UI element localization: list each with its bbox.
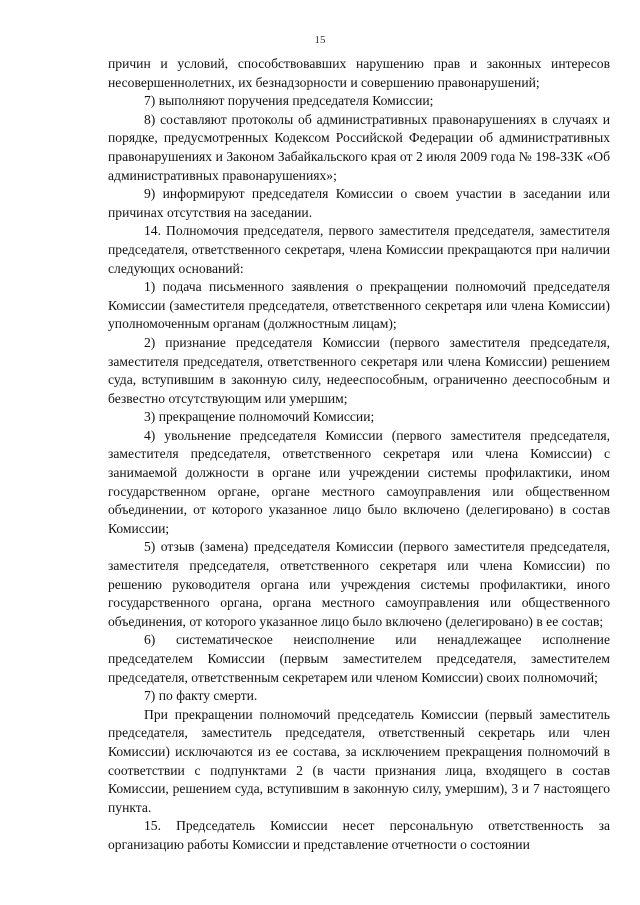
paragraph-subitem-5: 5) отзыв (замена) председателя Комиссии (первого заместителя председателя, заместителя председателя, ответственного секретаря или члена Комиссии) по решению руководителя органа или учреждения системы профилактики, иного государственного органа, органа местного самоуправления или общественного объединения, от которого указанное лицо было включено (делегировано) в ее состав; [108, 539, 610, 629]
paragraph-section-15: 15. Председатель Комиссии несет персональную ответственность за организацию работы Комиссии и представление отчетности о состоянии [108, 818, 610, 852]
paragraph-subitem-4: 4) увольнение председателя Комиссии (первого заместителя председателя, заместителя председателя, ответственного секретаря или члена Комиссии) с занимаемой должности в органе или учреждении системы профилактики, ином государственном органе, органе местного самоуправления или общественном объединении, от которого указанное лицо было включено (делегировано) в состав Комиссии; [108, 427, 610, 536]
paragraph-subitem-1: 1) подача письменного заявления о прекращении полномочий председателя Комиссии (заместителя председателя, ответственного секретаря или члена Комиссии) уполномоченным органам (должностным лицам); [108, 279, 610, 332]
paragraph-continuation: причин и условий, способствовавших нарушению прав и законных интересов несовершеннолетних, их безнадзорности и совершению правонарушений; [108, 56, 610, 90]
paragraph-termination-note: При прекращении полномочий председатель Комиссии (первый заместитель председателя, заместитель председателя, ответственный секретарь или член Комиссии) исключаются из ее состава, за исключением прекращения полномочий в соответствии с подпунктами 2 (в части признания лица, входящего в состав Комиссии, решением суда, вступившим в законную силу, умершим), 3 и 7 настоящего пункта. [108, 706, 610, 815]
paragraph-item-8: 8) составляют протоколы об административных правонарушениях в случаях и порядке, предусмотренных Кодексом Российской Федерации об административных правонарушениях и Законом Забайкальского края от 2 июля 2009 года № 198-ЗЗК «Об административных правонарушениях»; [108, 111, 610, 183]
paragraph-subitem-6: 6) систематическое неисполнение или ненадлежащее исполнение председателем Комиссии (первым заместителем председателя, заместителем председателя, ответственным секретарем или членом Комиссии) своих полномочий; [108, 632, 610, 685]
page-number: 15 [314, 34, 326, 46]
paragraph-subitem-3: 3) прекращение полномочий Комиссии; [144, 409, 375, 425]
paragraph-item-7: 7) выполняют поручения председателя Комиссии; [144, 93, 434, 109]
paragraph-subitem-7: 7) по факту смерти. [144, 688, 258, 704]
paragraph-subitem-2: 2) признание председателя Комиссии (первого заместителя председателя, заместителя председателя, ответственного секретаря или члена Комиссии) решением суда, вступившим в законную силу, недееспособным, ограниченно дееспособным и безвестно отсутствующим или умершим; [108, 334, 610, 406]
paragraph-item-9: 9) информируют председателя Комиссии о своем участии в заседании или причинах отсутствия на заседании. [108, 186, 610, 220]
paragraph-section-14: 14. Полномочия председателя, первого заместителя председателя, заместителя председателя, ответственного секретаря, члена Комиссии прекращаются при наличии следующих оснований: [108, 223, 610, 276]
document-body [108, 55, 610, 855]
